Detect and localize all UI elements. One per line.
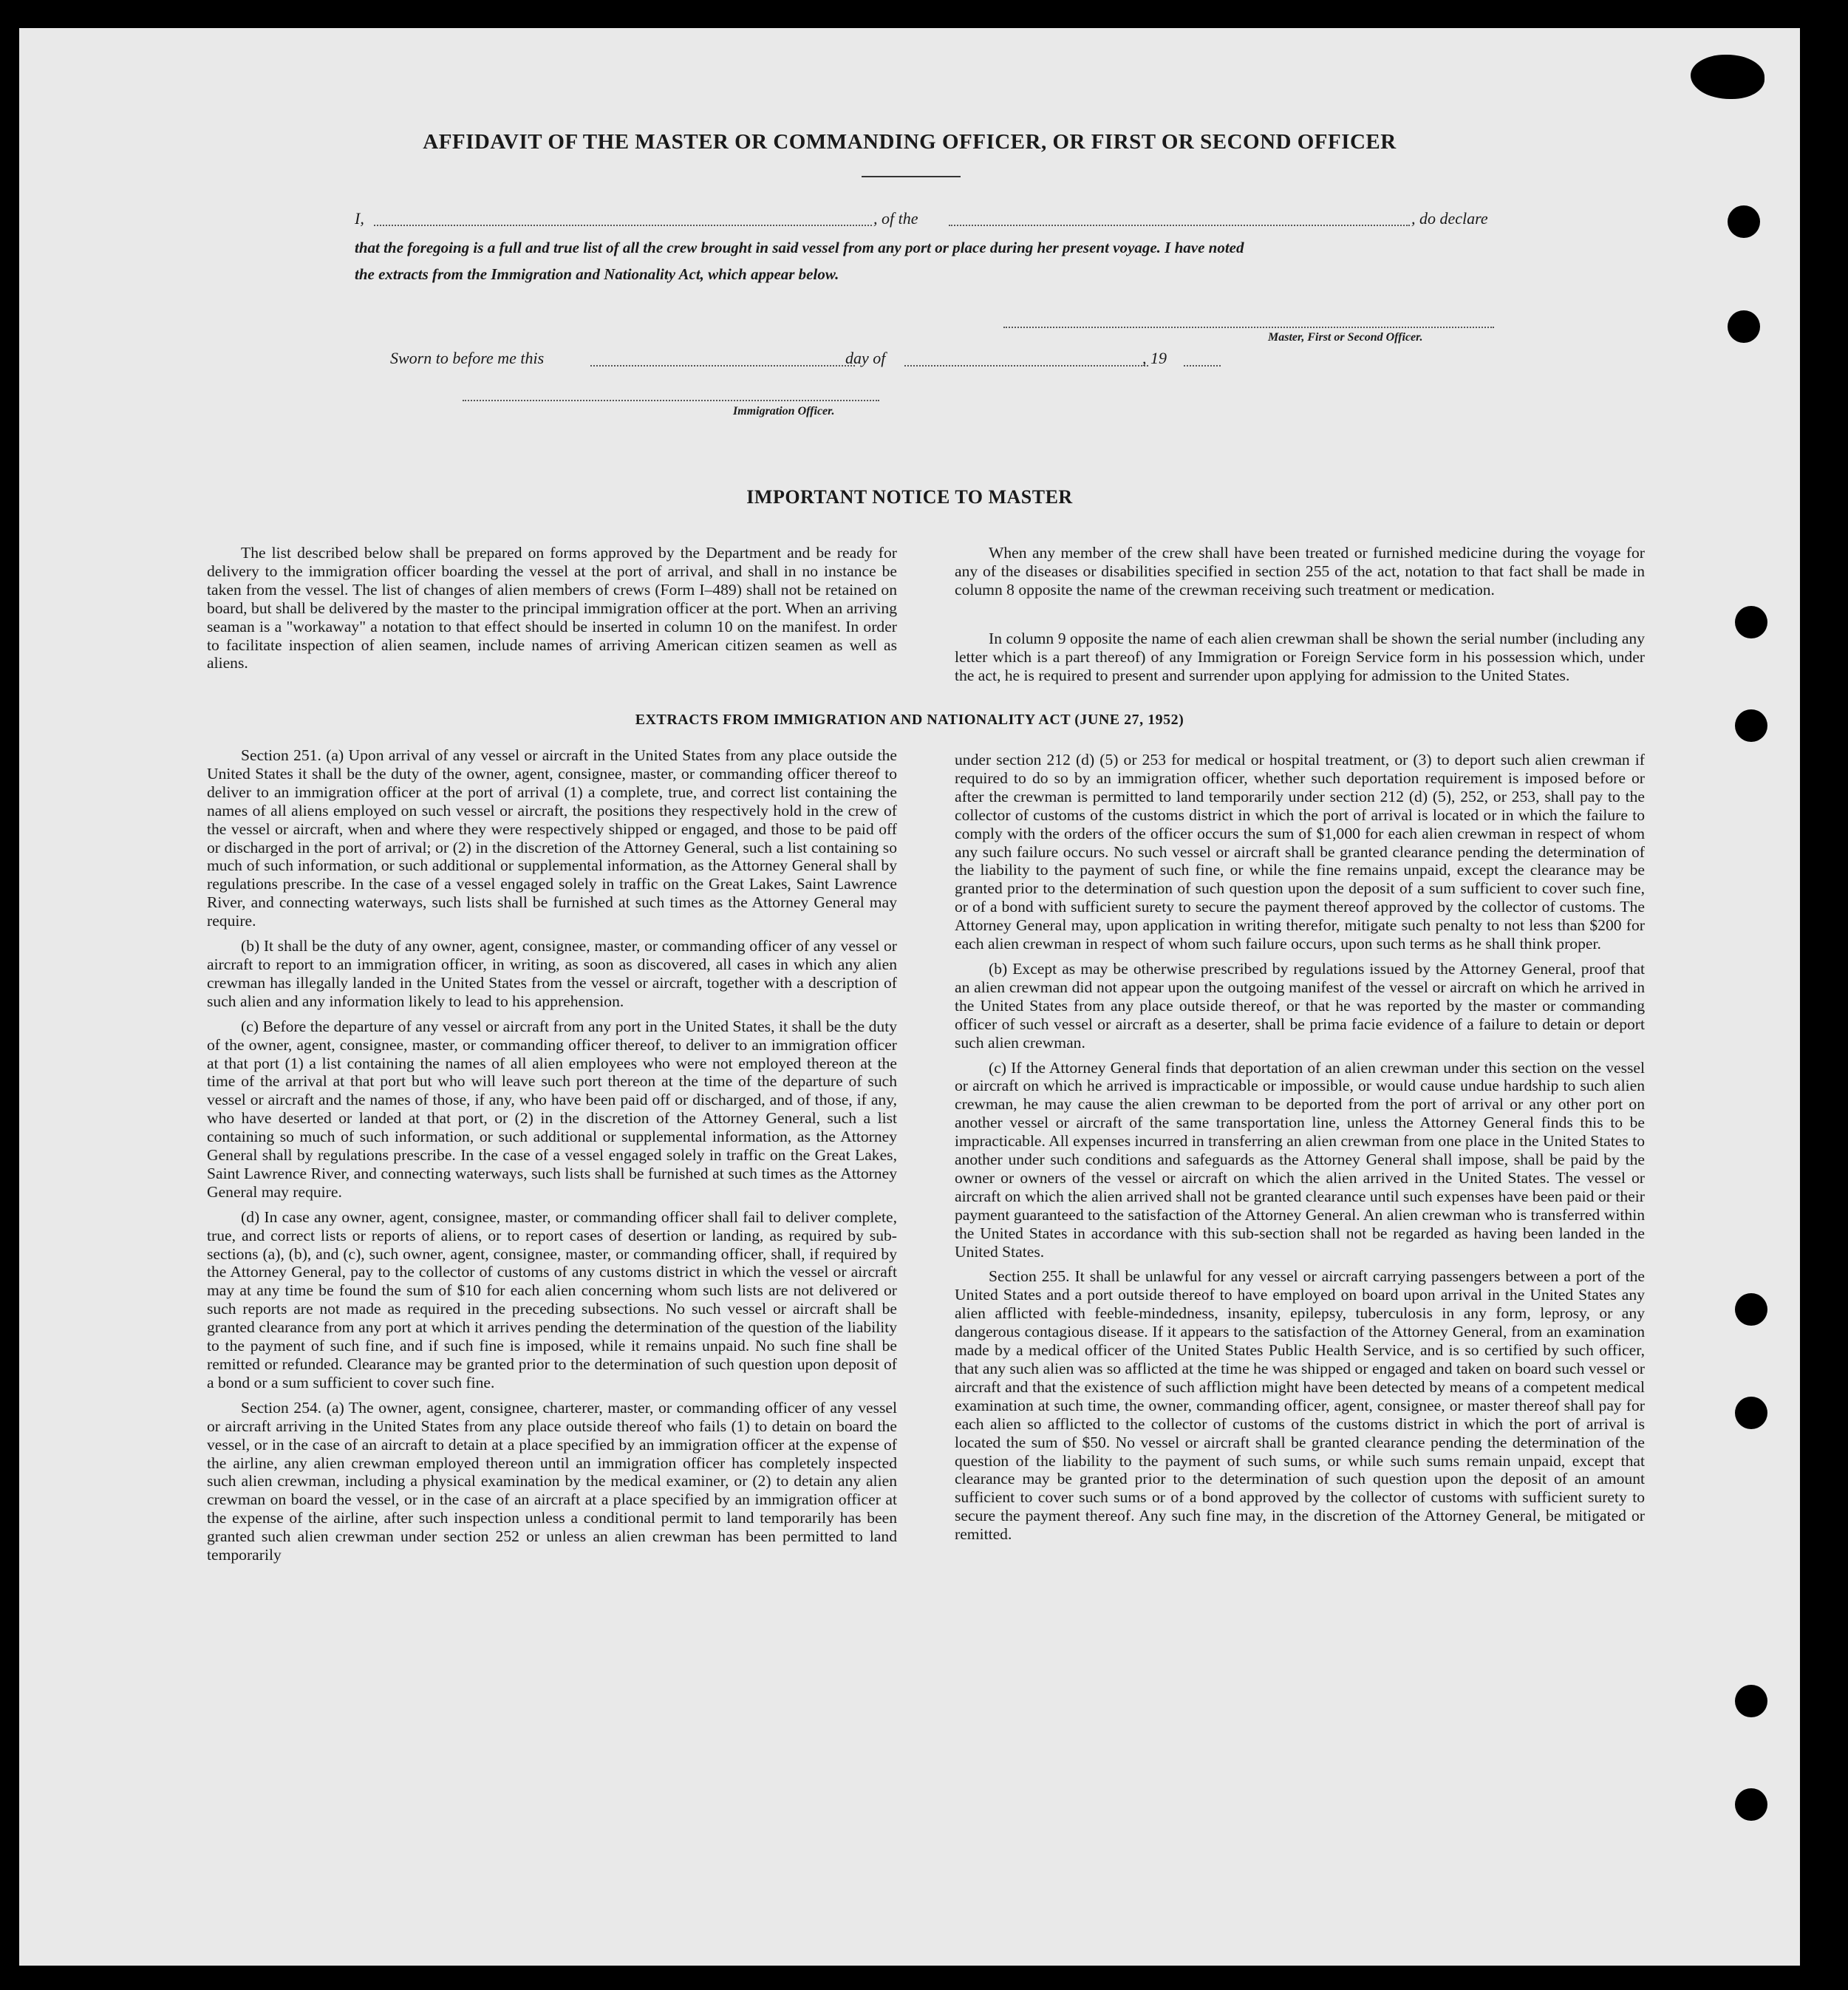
- right-text-1: under section 212 (d) (5) or 253 for medical or hospital treatment, or (3) to deport such alien crewman if required to do so by an immigration officer, whether such deportation requirement is imposed before or after the crewman is permitted to land temporarily under section 212 (d) (5), 252, or 253, shall pay to the collector of customs of the customs district in which the port of arrival is located or in which the failure to comply with the orders of the officer occurs the sum of $1,000 for each alien crewman in respect of whom any such failure occurs. No such vessel or aircraft shall be granted clearance pending the determination of the liability to the payment of such fine, or while the fine remains unpaid, except the clearance may be granted prior to the determination of such question upon the deposit of a sum sufficient to cover such fine, or of a bond with sufficient surety to secure the payment thereof approved by the collector of customs. The Attorney General may, upon application in writing therefor, mitigate such penalty to not less than $200 for each alien crewman in respect of whom such failure occurs, upon such terms as he shall think proper.: [955, 751, 1645, 953]
- binder-hole: [1735, 1397, 1767, 1429]
- of-the-label: , of the: [873, 209, 918, 228]
- left-text-2: (b) It shall be the duty of any owner, agent, consignee, master, or commanding officer of any vessel or aircraft to report to an immigration officer, in writing, as soon as discovered, all cases in which any alien crewman has illegally landed in the United States from the vessel or aircraft, together with a description of such alien and any information likely to lead to his apprehension.: [207, 937, 897, 1010]
- ink-blot: [1691, 55, 1765, 99]
- notice-left-paragraph: [207, 544, 897, 672]
- notice-right-paragraph-1: [955, 544, 1645, 599]
- left-text-4: (d) In case any owner, agent, consignee, master, or commanding officer shall fail to deliver complete, true, and correct lists or reports of aliens, or to report cases of desertion or landing, as required by sub-sections (a), (b), and (c), such owner, agent, consignee, master, or commanding officer, shall, if required by the Attorney General, pay to the collector of customs of any customs district in which the vessel or aircraft may at any time be found the sum of $10 for each alien concerning whom such lists are not delivered or such reports are not made as required in the preceding subsections. No such vessel or aircraft shall be granted clearance from any port at which it arrives pending the determination of the question of the liability to the payment of such fine, and if such fine is imposed, while it remains unpaid. No such fine shall be remitted or refunded. Clearance may be granted prior to the determination of such question upon deposit of a bond or a sum sufficient to cover such fine.: [207, 1207, 897, 1391]
- left-para-251b: [207, 937, 897, 1011]
- left-para-section-254a: [207, 1399, 897, 1564]
- officer-signature-line: [463, 400, 879, 401]
- right-para-254-cont: [955, 751, 1645, 953]
- left-para-251c: [207, 1018, 897, 1202]
- declaration-line-1: that the foregoing is a full and true list of all the crew brought in said vessel from any port or place during her present voyage. I have noted: [355, 239, 1244, 256]
- right-text-4: Section 255. It shall be unlawful for any vessel or aircraft carrying passengers between a port of the United States and a port outside thereof to have employed on board upon arrival in the United States any alien afflicted with feeble-mindedness, insanity, epilepsy, tuberculosis in any form, leprosy, or any dangerous contagious disease. If it appears to the satisfaction of the Attorney General, from an examination made by a medical officer of the United States Public Health Service, and is so certified by such officer, that any such alien was so afflicted at the time he was shipped or engaged and taken on board such vessel or aircraft and that the existence of such affliction might have been detected by means of a competent medical examination at such time, the owner, commanding officer, agent, consignee, or master thereof shall pay for each alien so afflicted to the collector of customs of the customs district in which the port of arrival is located the sum of $50. No vessel or aircraft shall be granted clearance pending the determination of the question of the liability to the payment of such sums, or while such sums remain unpaid, except that clearance may be granted prior to the determination of such question upon the deposit of an amount sufficient to cover such sums or of a bond approved by the collector of customs with sufficient surety to secure the payment thereof. Any such fine may, in the discretion of the Attorney General, be mitigated or remitted.: [955, 1267, 1645, 1544]
- binder-hole: [1735, 1788, 1767, 1821]
- right-text-2: (b) Except as may be otherwise prescribed by regulations issued by the Attorney General, proof that an alien crewman did not appear upon the outgoing manifest of the vessel or aircraft on which he arrived in the United States from any place outside thereof, or that he was reported by the master or commanding officer of such vessel or aircraft as a deserter, shall be prima facie evidence of a failure to detain or deport such alien crewman.: [955, 959, 1645, 1052]
- signature-caption: Master, First or Second Officer.: [1268, 331, 1423, 344]
- declaration-line-2: the extracts from the Immigration and Nationality Act, which appear below.: [355, 265, 839, 283]
- binder-hole: [1735, 709, 1767, 742]
- notice-right-paragraph-2: [955, 630, 1645, 685]
- document-page: [19, 28, 1800, 1966]
- do-declare-label: , do declare: [1411, 209, 1488, 228]
- notice-left-text: The list described below shall be prepared on forms approved by the Department and be ready for delivery to the immigration officer boarding the vessel at the port of arrival, and shall in no instance be taken from the vessel. The list of changes of alien members of crews (Form I–489) shall not be retained on board, but shall be delivered by the master to the principal immigration officer at the port. When an arriving seaman is a "workaway" a notation to that effect should be inserted in column 10 on the manifest. In order to facilitate inspection of alien seamen, include names of arriving American citizen seamen as well as aliens.: [207, 544, 897, 672]
- extracts-left-column: [207, 746, 897, 1564]
- left-text-3: (c) Before the departure of any vessel or aircraft from any port in the United States, it shall be the duty of the owner, agent, consignee, master, or commanding officer thereof, to deliver to an immigration officer at that port (1) a list containing the names of all alien employees who were not employed thereon at the time of the arrival at that port but who will leave such port thereon at the time of the departure of such vessel or aircraft and the names of those, if any, who have been paid off or discharged, and of those, if any, who have deserted or landed at that port, or (2) in the discretion of the Attorney General, such a list containing so much of such information, or such additional or supplemental information, as the Attorney General shall by regulations prescribe. In the case of a vessel engaged solely in traffic on the Great Lakes, Saint Lawrence River, and connecting waterways, such lists shall be furnished at such times as the Attorney General may require.: [207, 1017, 897, 1201]
- left-text-1: Section 251. (a) Upon arrival of any vessel or aircraft in the United States from any place outside the United States it shall be the duty of the owner, agent, consignee, master, or commanding officer thereof to deliver to an immigration officer at the port of arrival (1) a complete, true, and correct list containing the names of all aliens employed on such vessel or aircraft, the positions they respectively hold in the crew of the vessel or aircraft, when and where they were respectively shipped or engaged, and those to be paid off or discharged in the port of arrival; or (2) in the discretion of the Attorney General, such a list containing so much of such information, or such additional or supplemental information, as the Attorney General shall by regulations prescribe. In the case of a vessel engaged solely in traffic on the Great Lakes, Saint Lawrence River, and connecting waterways, such lists shall be furnished at such times as the Attorney General may require.: [207, 746, 897, 930]
- affidavit-title: AFFIDAVIT OF THE MASTER OR COMMANDING OFFICER, OR FIRST OR SECOND OFFICER: [423, 130, 1397, 154]
- day-of-label: day of: [845, 349, 886, 367]
- title-rule: [862, 176, 961, 177]
- notice-right-text-2: In column 9 opposite the name of each alien crewman shall be shown the serial number (including any letter which is a part thereof) of any Immigration or Foreign Service form in his possession which, under the act, he is required to present and surrender upon applying for admission to the United States.: [955, 630, 1645, 684]
- declarant-label: I,: [355, 209, 364, 228]
- left-text-5: Section 254. (a) The owner, agent, consignee, charterer, master, or commanding officer of any vessel or aircraft arriving in the United States from any place outside thereof who fails (1) to detain on board the vessel, or in the case of an aircraft to detain at a place specified by an immigration officer at the expense of the airline, any alien crewman employed thereon until an immigration officer has completely inspected such alien crewman, including a physical examination by the medical examiner, or (2) to detain any alien crewman on board the vessel, or in the case of an aircraft at a place specified by an immigration officer at the expense of the airline, after such inspection unless a conditional permit to land temporarily has been granted such alien crewman under section 252 or unless an alien crewman has been permitted to land temporarily: [207, 1398, 897, 1564]
- binder-hole: [1728, 310, 1760, 343]
- binder-hole: [1735, 606, 1767, 638]
- declarant-name-line: [374, 225, 872, 226]
- sworn-month-line: [904, 365, 1148, 367]
- left-para-section-251a: [207, 746, 897, 930]
- binder-hole: [1735, 1685, 1767, 1717]
- right-para-section-255: [955, 1267, 1645, 1544]
- extracts-title: EXTRACTS FROM IMMIGRATION AND NATIONALITY ACT (JUNE 27, 1952): [635, 712, 1184, 728]
- vessel-name-line: [949, 225, 1410, 226]
- right-text-3: (c) If the Attorney General finds that deportation of an alien crewman under this section on the vessel or aircraft on which he arrived is impracticable or impossible, or would cause undue hardship to such alien crewman, he may cause the alien crewman to be deported from the port of arrival or any other port on another vessel or aircraft of the same transportation line, unless the Attorney General finds this to be impracticable. All expenses incurred in transferring an alien crewman from one place in the United States to another under such conditions and safeguards as the Attorney General shall impose, shall be paid by the owner or owners of the vessel or aircraft on which the alien arrived in the United States. The vessel or aircraft on which the alien arrived shall not be granted clearance until such expenses have been paid or their payment guaranteed to the satisfaction of the Attorney General. An alien crewman who is transferred within the United States in accordance with this sub-section shall not be regarded as having been landed in the United States.: [955, 1058, 1645, 1261]
- sworn-year-line: [1184, 365, 1221, 367]
- officer-caption: Immigration Officer.: [733, 405, 835, 418]
- notice-right-text-1: When any member of the crew shall have been treated or furnished medicine during the voyage for any of the diseases or disabilities specified in section 255 of the act, notation to that fact shall be made in column 8 opposite the name of the crewman receiving such treatment or medication.: [955, 544, 1645, 599]
- right-para-254c: [955, 1059, 1645, 1261]
- year-prefix-label: , 19: [1142, 349, 1167, 367]
- extracts-right-column: [955, 751, 1645, 1544]
- notice-title: IMPORTANT NOTICE TO MASTER: [746, 486, 1073, 508]
- left-para-251d: [207, 1208, 897, 1392]
- right-para-254b: [955, 960, 1645, 1052]
- binder-hole: [1735, 1293, 1767, 1326]
- binder-hole: [1728, 205, 1760, 238]
- sworn-day-line: [590, 365, 855, 367]
- sworn-label: Sworn to before me this: [390, 349, 545, 367]
- signature-line: [1003, 327, 1494, 328]
